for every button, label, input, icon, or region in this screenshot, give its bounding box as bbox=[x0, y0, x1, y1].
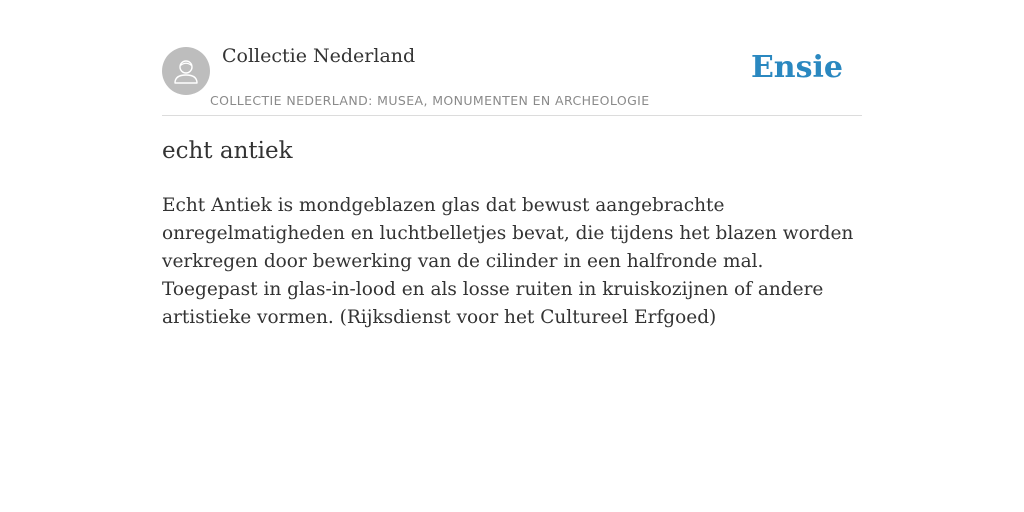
user-avatar-icon bbox=[171, 56, 201, 86]
entry-term: echt antiek bbox=[162, 138, 293, 164]
entry-header bbox=[162, 0, 862, 116]
collection-title[interactable]: COLLECTIE NEDERLAND: MUSEA, MONUMENTEN EN ARCHEOLOGIE bbox=[210, 93, 650, 108]
author-name[interactable]: Collectie Nederland bbox=[222, 45, 416, 67]
entry-definition: Echt Antiek is mondgeblazen glas dat bewust aangebrachte onregelmatigheden en luchtbelletjes bevat, die tijdens het blazen worden verkregen door bewerking van de cilinder in een halfronde mal. Toegepast in glas-in-lood en als losse ruiten in kruiskozijnen of andere artistieke vormen. (Rijksdienst voor het Cultureel Erfgoed) bbox=[162, 195, 854, 328]
content-container bbox=[162, 0, 862, 328]
avatar[interactable] bbox=[162, 47, 210, 95]
brand-logo[interactable]: Ensie bbox=[750, 50, 843, 85]
